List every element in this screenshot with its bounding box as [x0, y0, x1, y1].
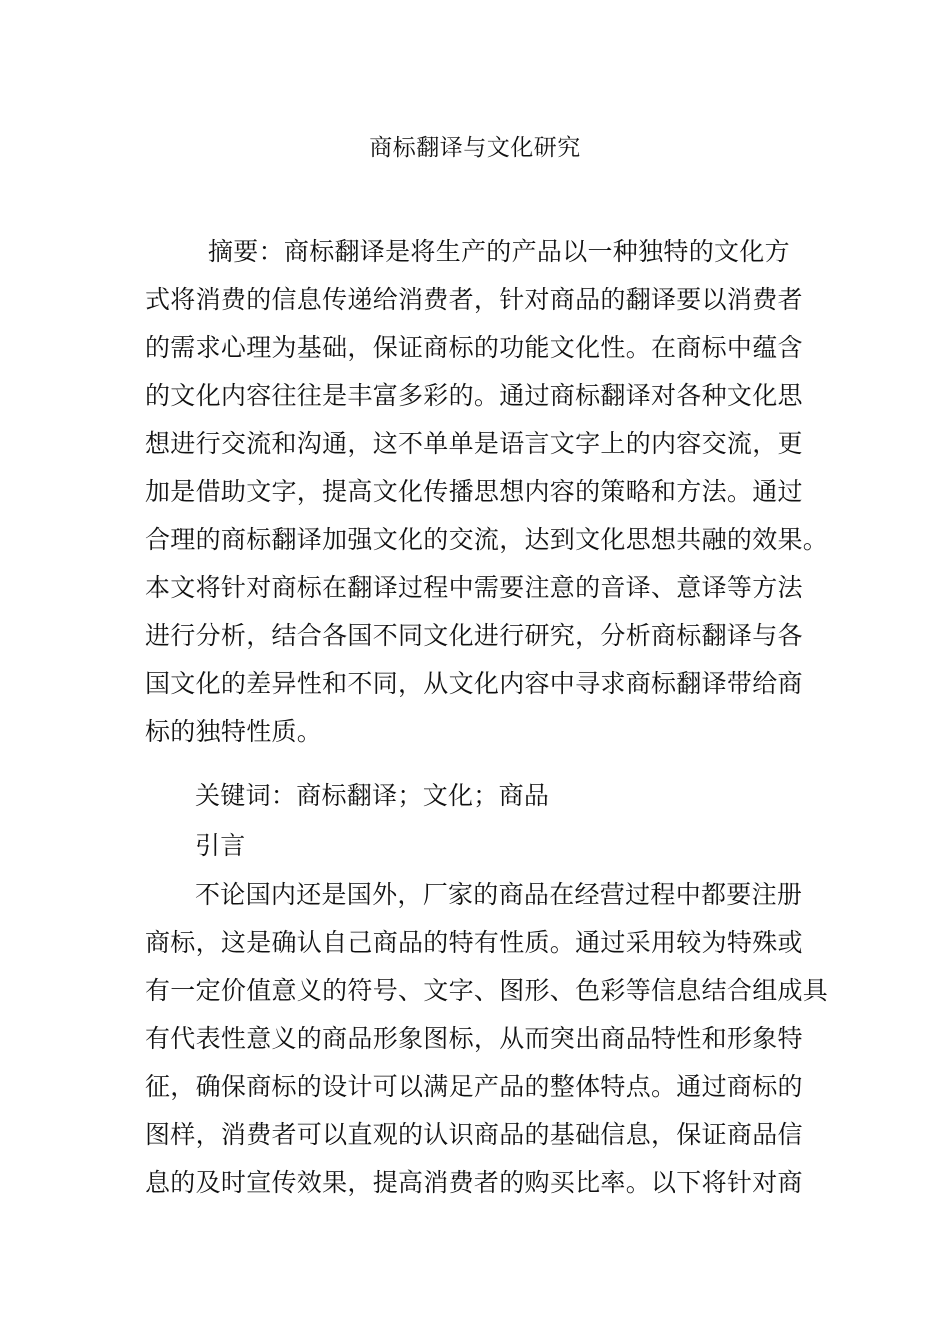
intro-line: 图样，消费者可以直观的认识商品的基础信息，保证商品信: [145, 1120, 803, 1149]
keywords: 关键词：商标翻译；文化；商品: [195, 781, 550, 810]
intro-line: 有代表性意义的商品形象图标，从而突出商品特性和形象特: [145, 1024, 803, 1053]
abstract-line: 标的独特性质。: [145, 717, 323, 746]
abstract-line: 国文化的差异性和不同，从文化内容中寻求商标翻译带给商: [145, 669, 803, 698]
abstract-line: 进行分析，结合各国不同文化进行研究，分析商标翻译与各: [145, 621, 803, 650]
abstract-line: 合理的商标翻译加强文化的交流，达到文化思想共融的效果。: [145, 525, 829, 554]
abstract-line: 的需求心理为基础，保证商标的功能文化性。在商标中蕴含: [145, 333, 803, 362]
abstract-line: 想进行交流和沟通，这不单单是语言文字上的内容交流，更: [145, 429, 803, 458]
intro-line: 征，确保商标的设计可以满足产品的整体特点。通过商标的: [145, 1072, 803, 1101]
abstract-line: 摘要：商标翻译是将生产的产品以一种独特的文化方: [208, 237, 790, 266]
abstract-line: 式将消费的信息传递给消费者，针对商品的翻译要以消费者: [145, 285, 803, 314]
intro-line: 商标，这是确认自己商品的特有性质。通过采用较为特殊或: [145, 928, 803, 957]
abstract-line: 加是借助文字，提高文化传播思想内容的策略和方法。通过: [145, 477, 803, 506]
intro-line: 不论国内还是国外，厂家的商品在经营过程中都要注册: [195, 880, 803, 909]
intro-line: 有一定价值意义的符号、文字、图形、色彩等信息结合组成具: [145, 976, 829, 1005]
document-title: 商标翻译与文化研究: [369, 135, 581, 161]
abstract-line: 的文化内容往往是丰富多彩的。通过商标翻译对各种文化思: [145, 381, 803, 410]
abstract-line: 本文将针对商标在翻译过程中需要注意的音译、意译等方法: [145, 573, 803, 602]
intro-line: 息的及时宣传效果，提高消费者的购买比率。以下将针对商: [145, 1168, 803, 1197]
section-heading-intro: 引言: [195, 831, 246, 860]
